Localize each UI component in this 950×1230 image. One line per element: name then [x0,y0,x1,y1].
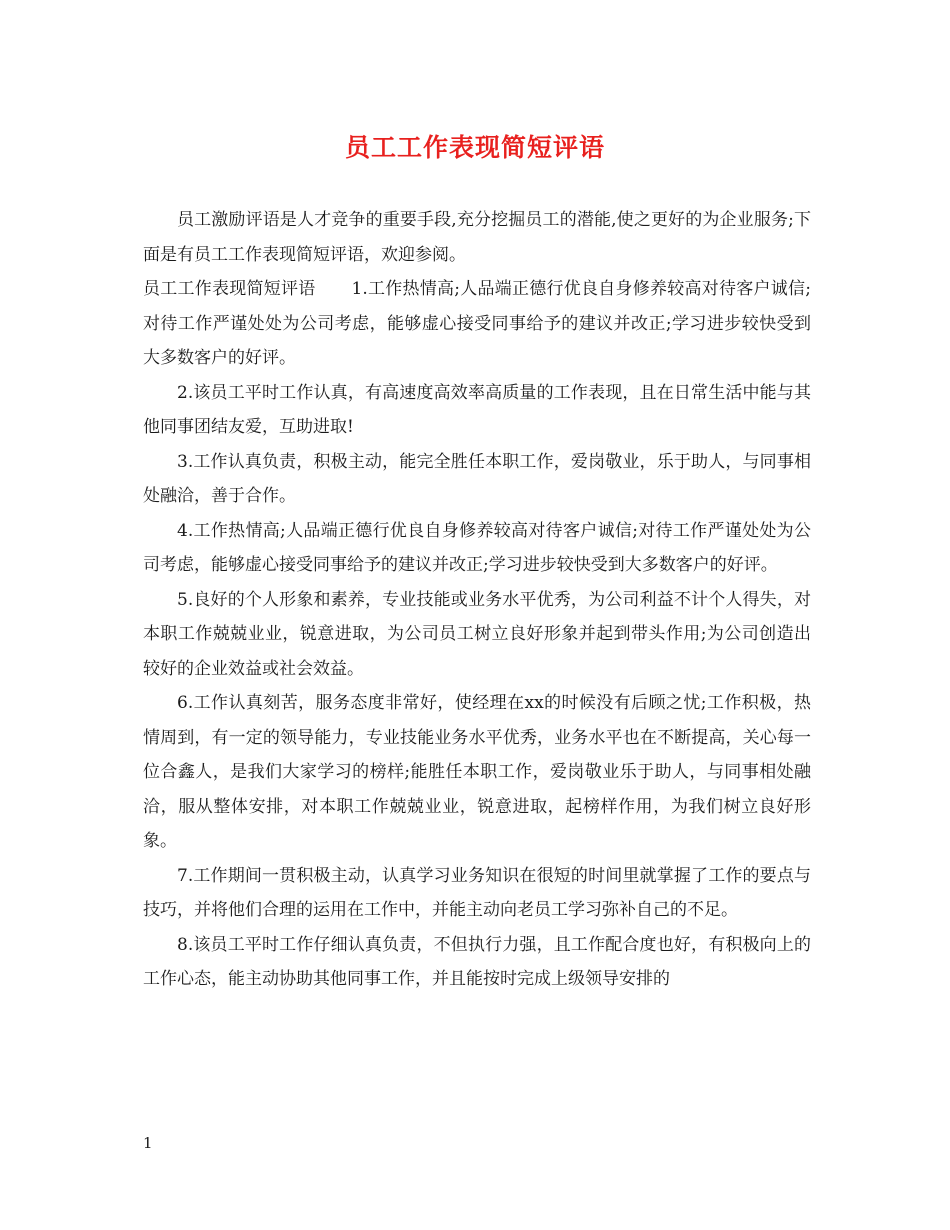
document-title: 员工工作表现简短评语 [344,133,605,162]
comment-item-6: 6.工作认真刻苦，服务态度非常好，使经理在xx的时候没有后顾之忧;工作积极，热情周到，有一定的领导能力，专业技能业务水平优秀，业务水平也在不断提高，关心每一位合鑫人，是我们大家学习的榜样;能胜任本职工作，爱岗敬业乐于助人，与同事相处融洽，服从整体安排，对本职工作兢兢业业，锐意进取，起榜样作用，为我们树立良好形象。 [143,693,811,851]
comment-item-3: 3.工作认真负责，积极主动，能完全胜任本职工作，爱岗敬业，乐于助人，与同事相处融洽，善于合作。 [143,451,811,506]
comment-item-5: 5.良好的个人形象和素养，专业技能或业务水平优秀，为公司利益不计个人得失，对本职工作兢兢业业，锐意进取，为公司员工树立良好形象并起到带头作用;为公司创造出较好的企业效益或社会效益。 [143,589,811,679]
comment-item-1: 1.工作热情高;人品端正德行优良自身修养较高对待客户诚信;对待工作严谨处处为公司考虑，能够虚心接受同事给予的建议并改正;学习进步较快受到大多数客户的好评。 [143,279,812,368]
section-label: 员工工作表现简短评语 [143,279,316,299]
comment-item-7: 7.工作期间一贯积极主动，认真学习业务知识在很短的时间里就掌握了工作的要点与技巧，并将他们合理的运用在工作中，并能主动向老员工学习弥补自己的不足。 [143,865,811,920]
section-paragraph [143,272,811,376]
comment-item-4: 4.工作热情高;人品端正德行优良自身修养较高对待客户诚信;对待工作严谨处处为公司考虑，能够虚心接受同事给予的建议并改正;学习进步较快受到大多数客户的好评。 [143,520,811,575]
comment-item-2: 2.该员工平时工作认真，有高速度高效率高质量的工作表现，且在日常生活中能与其他同事团结友爱，互助进取! [143,382,811,437]
page-number: 1 [143,1134,153,1152]
document-body [143,203,811,997]
comment-item-8: 8.该员工平时工作仔细认真负责，不但执行力强，且工作配合度也好，有积极向上的工作心态，能主动协助其他同事工作，并且能按时完成上级领导安排的 [143,934,811,989]
intro-paragraph: 员工激励评语是人才竞争的重要手段,充分挖掘员工的潜能,使之更好的为企业服务;下面是有员工工作表现简短评语，欢迎参阅。 [143,210,811,265]
